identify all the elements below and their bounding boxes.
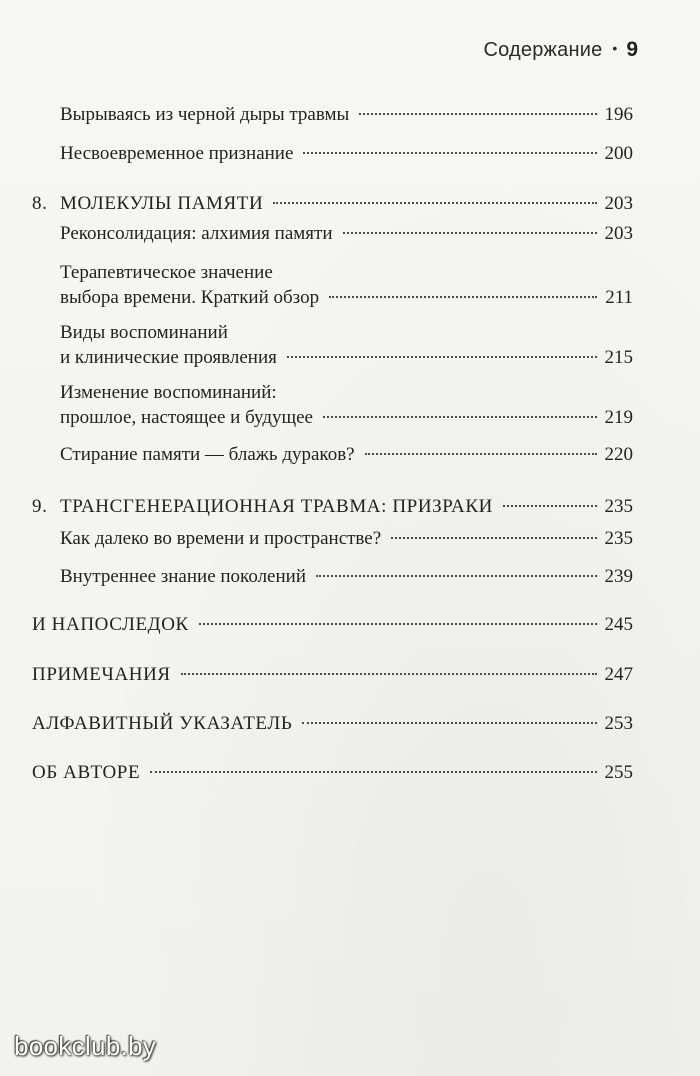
- toc-section: [32, 612, 633, 637]
- toc-entry-page: 196: [604, 104, 633, 125]
- toc-chapter: [60, 191, 633, 216]
- toc-entry: [60, 102, 633, 127]
- toc-chapter-title: ТРАНСГЕНЕРАЦИОННАЯ ТРАВМА: ПРИЗРАКИ: [60, 496, 493, 517]
- toc-entry-title: прошлое, настоящее и будущее: [60, 407, 313, 428]
- page-number: 9: [626, 38, 638, 61]
- toc-entry-title-line1: Виды воспоминаний: [60, 322, 228, 343]
- toc-entry-page: 235: [604, 496, 633, 517]
- header-bullet: •: [612, 40, 618, 56]
- toc-section-title: ПРИМЕЧАНИЯ: [32, 664, 171, 685]
- toc-entry-title: Реконсолидация: алхимия памяти: [60, 223, 333, 244]
- dot-leader: [273, 202, 596, 204]
- toc-entry-page: 215: [604, 347, 633, 368]
- toc-entry-title-line1: Изменение воспоминаний:: [60, 382, 277, 403]
- toc-entry-page: 200: [604, 143, 633, 164]
- toc-entry-page: 245: [604, 614, 633, 635]
- toc-entry-title: Несвоевременное признание: [60, 143, 294, 164]
- toc-entry: [60, 405, 633, 430]
- dot-leader: [343, 232, 597, 234]
- toc-section: [32, 662, 633, 687]
- toc-entry-title: Как далеко во времени и пространстве?: [60, 528, 382, 549]
- toc-entry-page: 247: [604, 664, 633, 685]
- toc-entry: [60, 285, 633, 310]
- toc-entry: [60, 141, 633, 166]
- watermark-logo: bookclub.by: [14, 1031, 157, 1061]
- toc-entry-title: Стирание памяти — блажь дураков?: [60, 444, 355, 465]
- dot-leader: [150, 771, 596, 773]
- toc-section: [32, 760, 633, 785]
- chapter-number: 8.: [32, 193, 48, 214]
- toc-entry-page: 219: [604, 407, 633, 428]
- toc-entry-page: 203: [604, 193, 633, 214]
- toc-chapter-title: МОЛЕКУЛЫ ПАМЯТИ: [60, 193, 264, 214]
- toc-entry-page: 253: [604, 713, 633, 734]
- toc-entry: [60, 221, 633, 246]
- dot-leader: [303, 152, 596, 154]
- dot-leader: [503, 505, 597, 507]
- dot-leader: [359, 113, 596, 115]
- dot-leader: [329, 296, 597, 298]
- toc-entry: [60, 345, 633, 370]
- toc-entry: [60, 526, 633, 551]
- toc-entry-title: Вырываясь из черной дыры травмы: [60, 104, 350, 125]
- toc-entry: [60, 442, 633, 467]
- toc-entry-first-line: [60, 320, 633, 345]
- toc-section-title: ОБ АВТОРЕ: [32, 762, 141, 783]
- dot-leader: [302, 722, 596, 724]
- dot-leader: [365, 453, 597, 455]
- toc-entry-page: 235: [604, 528, 633, 549]
- toc-section-title: АЛФАВИТНЫЙ УКАЗАТЕЛЬ: [32, 713, 293, 734]
- dot-leader: [287, 356, 597, 358]
- dot-leader: [323, 416, 597, 418]
- toc-entry-page: 220: [604, 444, 633, 465]
- toc-entry-first-line: [60, 260, 633, 285]
- toc-section-title: И НАПОСЛЕДОК: [32, 614, 189, 635]
- running-header-title: Содержание: [483, 39, 603, 61]
- toc-entry-page: 203: [604, 223, 633, 244]
- chapter-number: 9.: [32, 496, 48, 517]
- toc-section: [32, 711, 633, 736]
- toc-chapter: [60, 494, 633, 519]
- toc-entry-title: и клинические проявления: [60, 347, 277, 368]
- toc-entry-page: 255: [604, 762, 633, 783]
- toc-entry-page: 239: [604, 566, 633, 587]
- toc-entry-first-line: [60, 380, 633, 405]
- toc-entry-title: выбора времени. Краткий обзор: [60, 287, 320, 308]
- dot-leader: [199, 623, 597, 625]
- dot-leader: [316, 575, 597, 577]
- dot-leader: [391, 537, 596, 539]
- toc-entry-page: 211: [605, 287, 633, 308]
- toc-entry: [60, 564, 633, 589]
- toc-entry-title-line1: Терапевтическое значение: [60, 262, 273, 283]
- dot-leader: [181, 673, 597, 675]
- toc-entry-title: Внутреннее знание поколений: [60, 566, 306, 587]
